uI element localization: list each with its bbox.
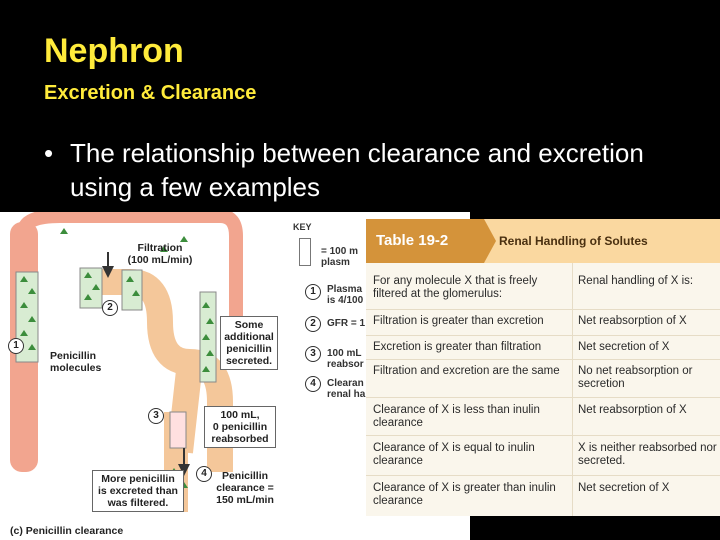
reabsorbed-box [204, 406, 276, 448]
table-cell-condition: Filtration and excretion are the same [373, 365, 560, 377]
table-row [366, 309, 720, 334]
table-cell-condition: Clearance of X is greater than inulin clearance [373, 482, 556, 507]
secreted-box [220, 316, 278, 370]
table-title: Renal Handling of Solutes [499, 234, 648, 248]
clearance-line1: Penicillin [221, 470, 269, 482]
table-cell-handling: Net secretion of X [578, 341, 670, 353]
key-row-3-line2: reabsor [327, 359, 364, 370]
key-row-plasma-line1: = 100 m [321, 246, 358, 257]
table-header [366, 219, 720, 263]
key-row-3-line1: 100 mL [327, 348, 362, 359]
capillary-3 [122, 270, 142, 310]
more-line3: was filtered. [107, 497, 169, 509]
table-tab: Table 19-2 [366, 219, 484, 263]
key-row-4 [327, 378, 365, 400]
secreted-line3: penicillin [226, 343, 272, 355]
figure-caption: (c) Penicillin clearance [10, 525, 124, 537]
key-row-4-line1: Clearan [327, 378, 364, 389]
key-num-1: 1 [305, 284, 321, 300]
table-cell-condition: Clearance of X is equal to inulin clearance [373, 442, 535, 467]
table-row [366, 397, 720, 436]
secreted-line1: Some [234, 319, 264, 331]
secreted-line2: additional [224, 331, 274, 343]
table-row [366, 335, 720, 360]
secreted-line4: secreted. [225, 355, 273, 367]
table-cell-handling: Net secretion of X [578, 482, 670, 494]
slide-subtitle: Excretion & Clearance [44, 82, 257, 104]
marker-3: 3 [148, 408, 164, 424]
key-row-1-line1: Plasma [327, 284, 363, 295]
penicillin-line1: Penicillin [50, 350, 97, 362]
key-row-plasma-line2: plasm [321, 257, 350, 268]
table-cell-handling: No net reabsorption or secretion [578, 365, 693, 390]
table-cell-handling: Net reabsorption of X [578, 315, 687, 327]
table-row [366, 359, 720, 398]
clearance-box [210, 470, 280, 506]
table-row [366, 271, 720, 311]
penicillin-label [50, 350, 140, 374]
key-num-3: 3 [305, 346, 321, 362]
more-line1: More penicillin [101, 473, 175, 485]
table-cell-condition: Filtration is greater than excretion [373, 315, 544, 327]
reabsorbed-line1: 100 mL, [220, 409, 260, 421]
filtration-text: Filtration [137, 242, 183, 254]
capillary-2 [80, 268, 102, 308]
table-row [366, 435, 720, 476]
marker-4: 4 [196, 466, 212, 482]
reabsorbed-line3: reabsorbed [211, 433, 269, 445]
key-row-3 [327, 348, 364, 370]
table-tab-arrow [484, 219, 496, 263]
key-num-2: 2 [305, 316, 321, 332]
table-cell-condition: For any molecule X that is freely filtered at the glomerulus: [373, 275, 538, 300]
key-row-plasma [321, 246, 358, 268]
key-row-2 [327, 318, 365, 329]
table-cell-condition: Excretion is greater than filtration [373, 341, 542, 353]
key-plasma-box [299, 238, 311, 266]
marker-1: 1 [8, 338, 24, 354]
table-cell-condition: Clearance of X is less than inulin clearance [373, 404, 540, 429]
key-row-4-line2: renal ha [327, 389, 366, 400]
clearance-line3: 150 mL/min [216, 494, 274, 506]
key-num-4: 4 [305, 376, 321, 392]
key-row-1 [327, 284, 363, 306]
filtration-rate-text: (100 mL/min) [127, 254, 193, 266]
key-row-2-line1: GFR = 1 [327, 318, 366, 329]
penicillin-line2: molecules [50, 362, 102, 374]
table-cell-handling: X is neither reabsorbed nor secreted. [578, 442, 717, 467]
table-cell-handling: Renal handling of X is: [578, 275, 694, 287]
bullet-text: The relationship between clearance and excretion using a few examples [70, 138, 644, 202]
more-excreted-box [92, 470, 184, 512]
clearance-line2: clearance = [216, 482, 274, 494]
capillary-5 [170, 412, 186, 448]
more-line2: is excreted than [98, 485, 178, 497]
marker-2: 2 [102, 300, 118, 316]
table-cell-handling: Net reabsorption of X [578, 404, 687, 416]
bullet-marker: • [44, 138, 54, 168]
renal-handling-table [366, 219, 720, 516]
filtration-label [120, 242, 200, 266]
slide-title: Nephron [44, 32, 184, 70]
reabsorbed-line2: 0 penicillin [212, 421, 268, 433]
key-row-1-line2: is 4/100 [327, 295, 364, 306]
table-row [366, 475, 720, 516]
key-title: KEY [293, 222, 312, 232]
